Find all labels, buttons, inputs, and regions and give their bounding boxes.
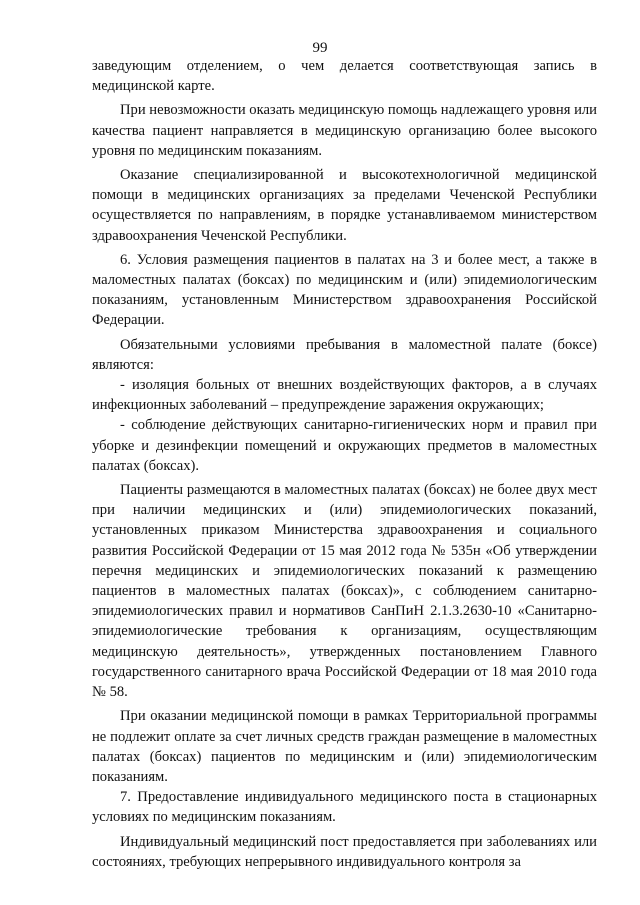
page-body <box>92 56 597 872</box>
paragraph-referral: При невозможности оказать медицинскую помощь надлежащего уровня или качества пациент направляется в медицинскую организацию более высокого уровня по медицинским показаниям. <box>92 102 597 159</box>
paragraph-section-6-heading: 6. Условия размещения пациентов в палатах на 3 и более мест, а также в маломестных палатах (боксах) по медицинским и (или) эпидемиологическим показаниям, установленным Министерством здравоохранения Российской Федерации. <box>92 251 597 329</box>
paragraph-continuation: заведующим отделением, о чем делается соответствующая запись в медицинской карте. <box>92 58 597 95</box>
paragraph-section-7-heading: 7. Предоставление индивидуального медицинского поста в стационарных условиях по медицинским показаниям. <box>92 789 597 826</box>
paragraph-individual-post: Индивидуальный медицинский пост предоставляется при заболеваниях или состояниях, требующих непрерывного индивидуального контроля за <box>92 833 597 870</box>
list-item-sanitary-norms: - соблюдение действующих санитарно-гигиенических норм и правил при уборке и дезинфекции помещений и окружающих предметов в маломестных палатах (боксах). <box>92 417 597 474</box>
paragraph-specialized-care: Оказание специализированной и высокотехнологичной медицинской помощи в медицинских организациях за пределами Чеченской Республики осуществляется по направлениям, в порядке устанавливаемом министерством здравоохранения Чеченской Республики. <box>92 167 597 244</box>
paragraph-payment: При оказании медицинской помощи в рамках Территориальной программы не подлежит оплате за счет личных средств граждан размещение в маломестных палатах (боксах) пациентов по медицинским и (или) эпидемиологическим показаниям. <box>92 708 597 785</box>
paragraph-placement-rules: Пациенты размещаются в маломестных палатах (боксах) не более двух мест при наличии медицинских и (или) эпидемиологических показаний, установленных приказом Министерства здравоохранения и социального развития Российской Федерации от 15 мая 2012 года № 535н «Об утверждении перечня медицинских и эпидемиологических показаний к размещению пациентов в маломестных палатах (боксах)», с соблюдением санитарно-эпидемиологических правил и нормативов СанПиН 2.1.3.2630-10 «Санитарно-эпидемиологические требования к организациям, осуществляющим медицинскую деятельность», утвержденных постановлением Главного государственного санитарного врача Российской Федерации от 18 мая 2010 года № 58. <box>92 482 597 701</box>
page-number: 99 <box>312 40 328 56</box>
list-item-isolation: - изоляция больных от внешних воздействующих факторов, а в случаях инфекционных заболеваний – предупреждение заражения окружающих; <box>92 377 597 414</box>
paragraph-mandatory-conditions: Обязательными условиями пребывания в маломестной палате (боксе) являются: <box>92 336 597 373</box>
